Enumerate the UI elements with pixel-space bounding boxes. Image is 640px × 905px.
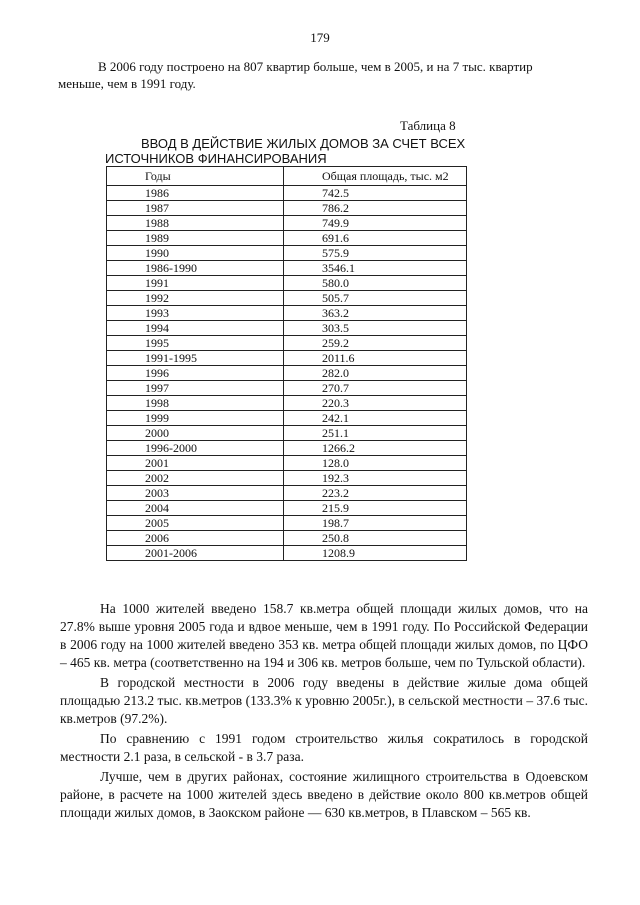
cell-year: 1990: [107, 246, 284, 261]
table-title-line-1: ВВОД В ДЕЙСТВИЕ ЖИЛЫХ ДОМОВ ЗА СЧЕТ ВСЕХ: [141, 136, 466, 151]
header-area: Общая площадь, тыс. м2: [284, 167, 467, 186]
paragraph-4: Лучше, чем в других районах, состояние жилищного строительства в Одоевском районе, в расчете на 1000 жителей здесь введено в действие около 800 кв.метров общей площади жилых домов, в Заокском районе — 630 кв.метров, в Плавском – 565 кв.: [60, 769, 588, 820]
cell-year: 1988: [107, 216, 284, 231]
cell-area: 575.9: [284, 246, 467, 261]
cell-area: 128.0: [284, 456, 467, 471]
cell-area: 242.1: [284, 411, 467, 426]
table-row: [107, 231, 467, 246]
cell-area: 2011.6: [284, 351, 467, 366]
cell-area: 251.1: [284, 426, 467, 441]
table-row: [107, 516, 467, 531]
table-row: [107, 291, 467, 306]
cell-year: 1992: [107, 291, 284, 306]
table-row: [107, 441, 467, 456]
intro-paragraph: [58, 58, 578, 92]
table-row: [107, 546, 467, 561]
cell-year: 1989: [107, 231, 284, 246]
cell-area: 691.6: [284, 231, 467, 246]
cell-area: 282.0: [284, 366, 467, 381]
cell-year: 1991: [107, 276, 284, 291]
intro-line-2: меньше, чем в 1991 году.: [58, 76, 196, 91]
paragraph-3: По сравнению с 1991 годом строительство жилья сократилось в городской местности 2.1 раза, в сельской - в 3.7 раза.: [60, 731, 588, 764]
cell-year: 2006: [107, 531, 284, 546]
cell-area: 198.7: [284, 516, 467, 531]
table-row: [107, 531, 467, 546]
table-title-line-2: ИСТОЧНИКОВ ФИНАНСИРОВАНИЯ: [105, 151, 327, 166]
table-body: [107, 186, 467, 561]
table-row: [107, 276, 467, 291]
table-row: [107, 486, 467, 501]
table-row: [107, 456, 467, 471]
cell-year: 1991-1995: [107, 351, 284, 366]
cell-area: 505.7: [284, 291, 467, 306]
table-row: [107, 336, 467, 351]
cell-year: 1987: [107, 201, 284, 216]
cell-year: 1993: [107, 306, 284, 321]
cell-area: 1208.9: [284, 546, 467, 561]
cell-year: 1995: [107, 336, 284, 351]
table-caption: Таблица 8: [400, 118, 456, 133]
table-row: [107, 201, 467, 216]
cell-area: 215.9: [284, 501, 467, 516]
cell-year: 2001: [107, 456, 284, 471]
cell-area: 259.2: [284, 336, 467, 351]
cell-year: 2004: [107, 501, 284, 516]
table-row: [107, 426, 467, 441]
cell-year: 2001-2006: [107, 546, 284, 561]
cell-year: 1999: [107, 411, 284, 426]
table-row: [107, 246, 467, 261]
cell-area: 786.2: [284, 201, 467, 216]
cell-year: 1996: [107, 366, 284, 381]
cell-area: 3546.1: [284, 261, 467, 276]
cell-year: 1994: [107, 321, 284, 336]
table-title: [105, 136, 470, 166]
cell-year: 1998: [107, 396, 284, 411]
table-row: [107, 216, 467, 231]
paragraph-1: На 1000 жителей введено 158.7 кв.метра общей площади жилых домов, что на 27.8% выше уровня 2005 года и вдвое меньше, чем в 1991 году. По Российской Федерации в 2006 году на 1000 жителей введено 353 кв. метра общей площади жилых домов, по ЦФО – 465 кв. метра (соответственно на 194 и 306 кв. метров больше, чем по Тульской области).: [60, 601, 588, 670]
cell-year: 1986: [107, 186, 284, 201]
cell-area: 220.3: [284, 396, 467, 411]
cell-area: 270.7: [284, 381, 467, 396]
cell-year: 1997: [107, 381, 284, 396]
header-years: Годы: [107, 167, 284, 186]
cell-area: 742.5: [284, 186, 467, 201]
cell-year: 2005: [107, 516, 284, 531]
table-row: [107, 411, 467, 426]
cell-area: 192.3: [284, 471, 467, 486]
table-row: [107, 471, 467, 486]
body-text: [60, 600, 588, 822]
table-row: [107, 501, 467, 516]
cell-area: 749.9: [284, 216, 467, 231]
intro-line-1: В 2006 году построено на 807 квартир больше, чем в 2005, и на 7 тыс. квартир: [98, 59, 533, 74]
cell-area: 223.2: [284, 486, 467, 501]
table-row: [107, 366, 467, 381]
cell-year: 1996-2000: [107, 441, 284, 456]
table-row: [107, 381, 467, 396]
cell-year: 1986-1990: [107, 261, 284, 276]
cell-area: 303.5: [284, 321, 467, 336]
table-row: [107, 261, 467, 276]
housing-table: [106, 166, 467, 561]
table-row: [107, 306, 467, 321]
cell-year: 2000: [107, 426, 284, 441]
table-row: [107, 321, 467, 336]
cell-area: 250.8: [284, 531, 467, 546]
cell-year: 2003: [107, 486, 284, 501]
cell-area: 363.2: [284, 306, 467, 321]
table-row: [107, 396, 467, 411]
page-number: 179: [310, 30, 330, 45]
cell-area: 1266.2: [284, 441, 467, 456]
table-row: [107, 351, 467, 366]
table-row: [107, 186, 467, 201]
cell-area: 580.0: [284, 276, 467, 291]
cell-year: 2002: [107, 471, 284, 486]
table-header-row: [107, 167, 467, 186]
paragraph-2: В городской местности в 2006 году введены в действие жилые дома общей площадью 213.2 тыс. кв.метров (133.3% к уровню 2005г.), в сельской местности – 37.6 тыс. кв.метров (97.2%).: [60, 675, 588, 726]
